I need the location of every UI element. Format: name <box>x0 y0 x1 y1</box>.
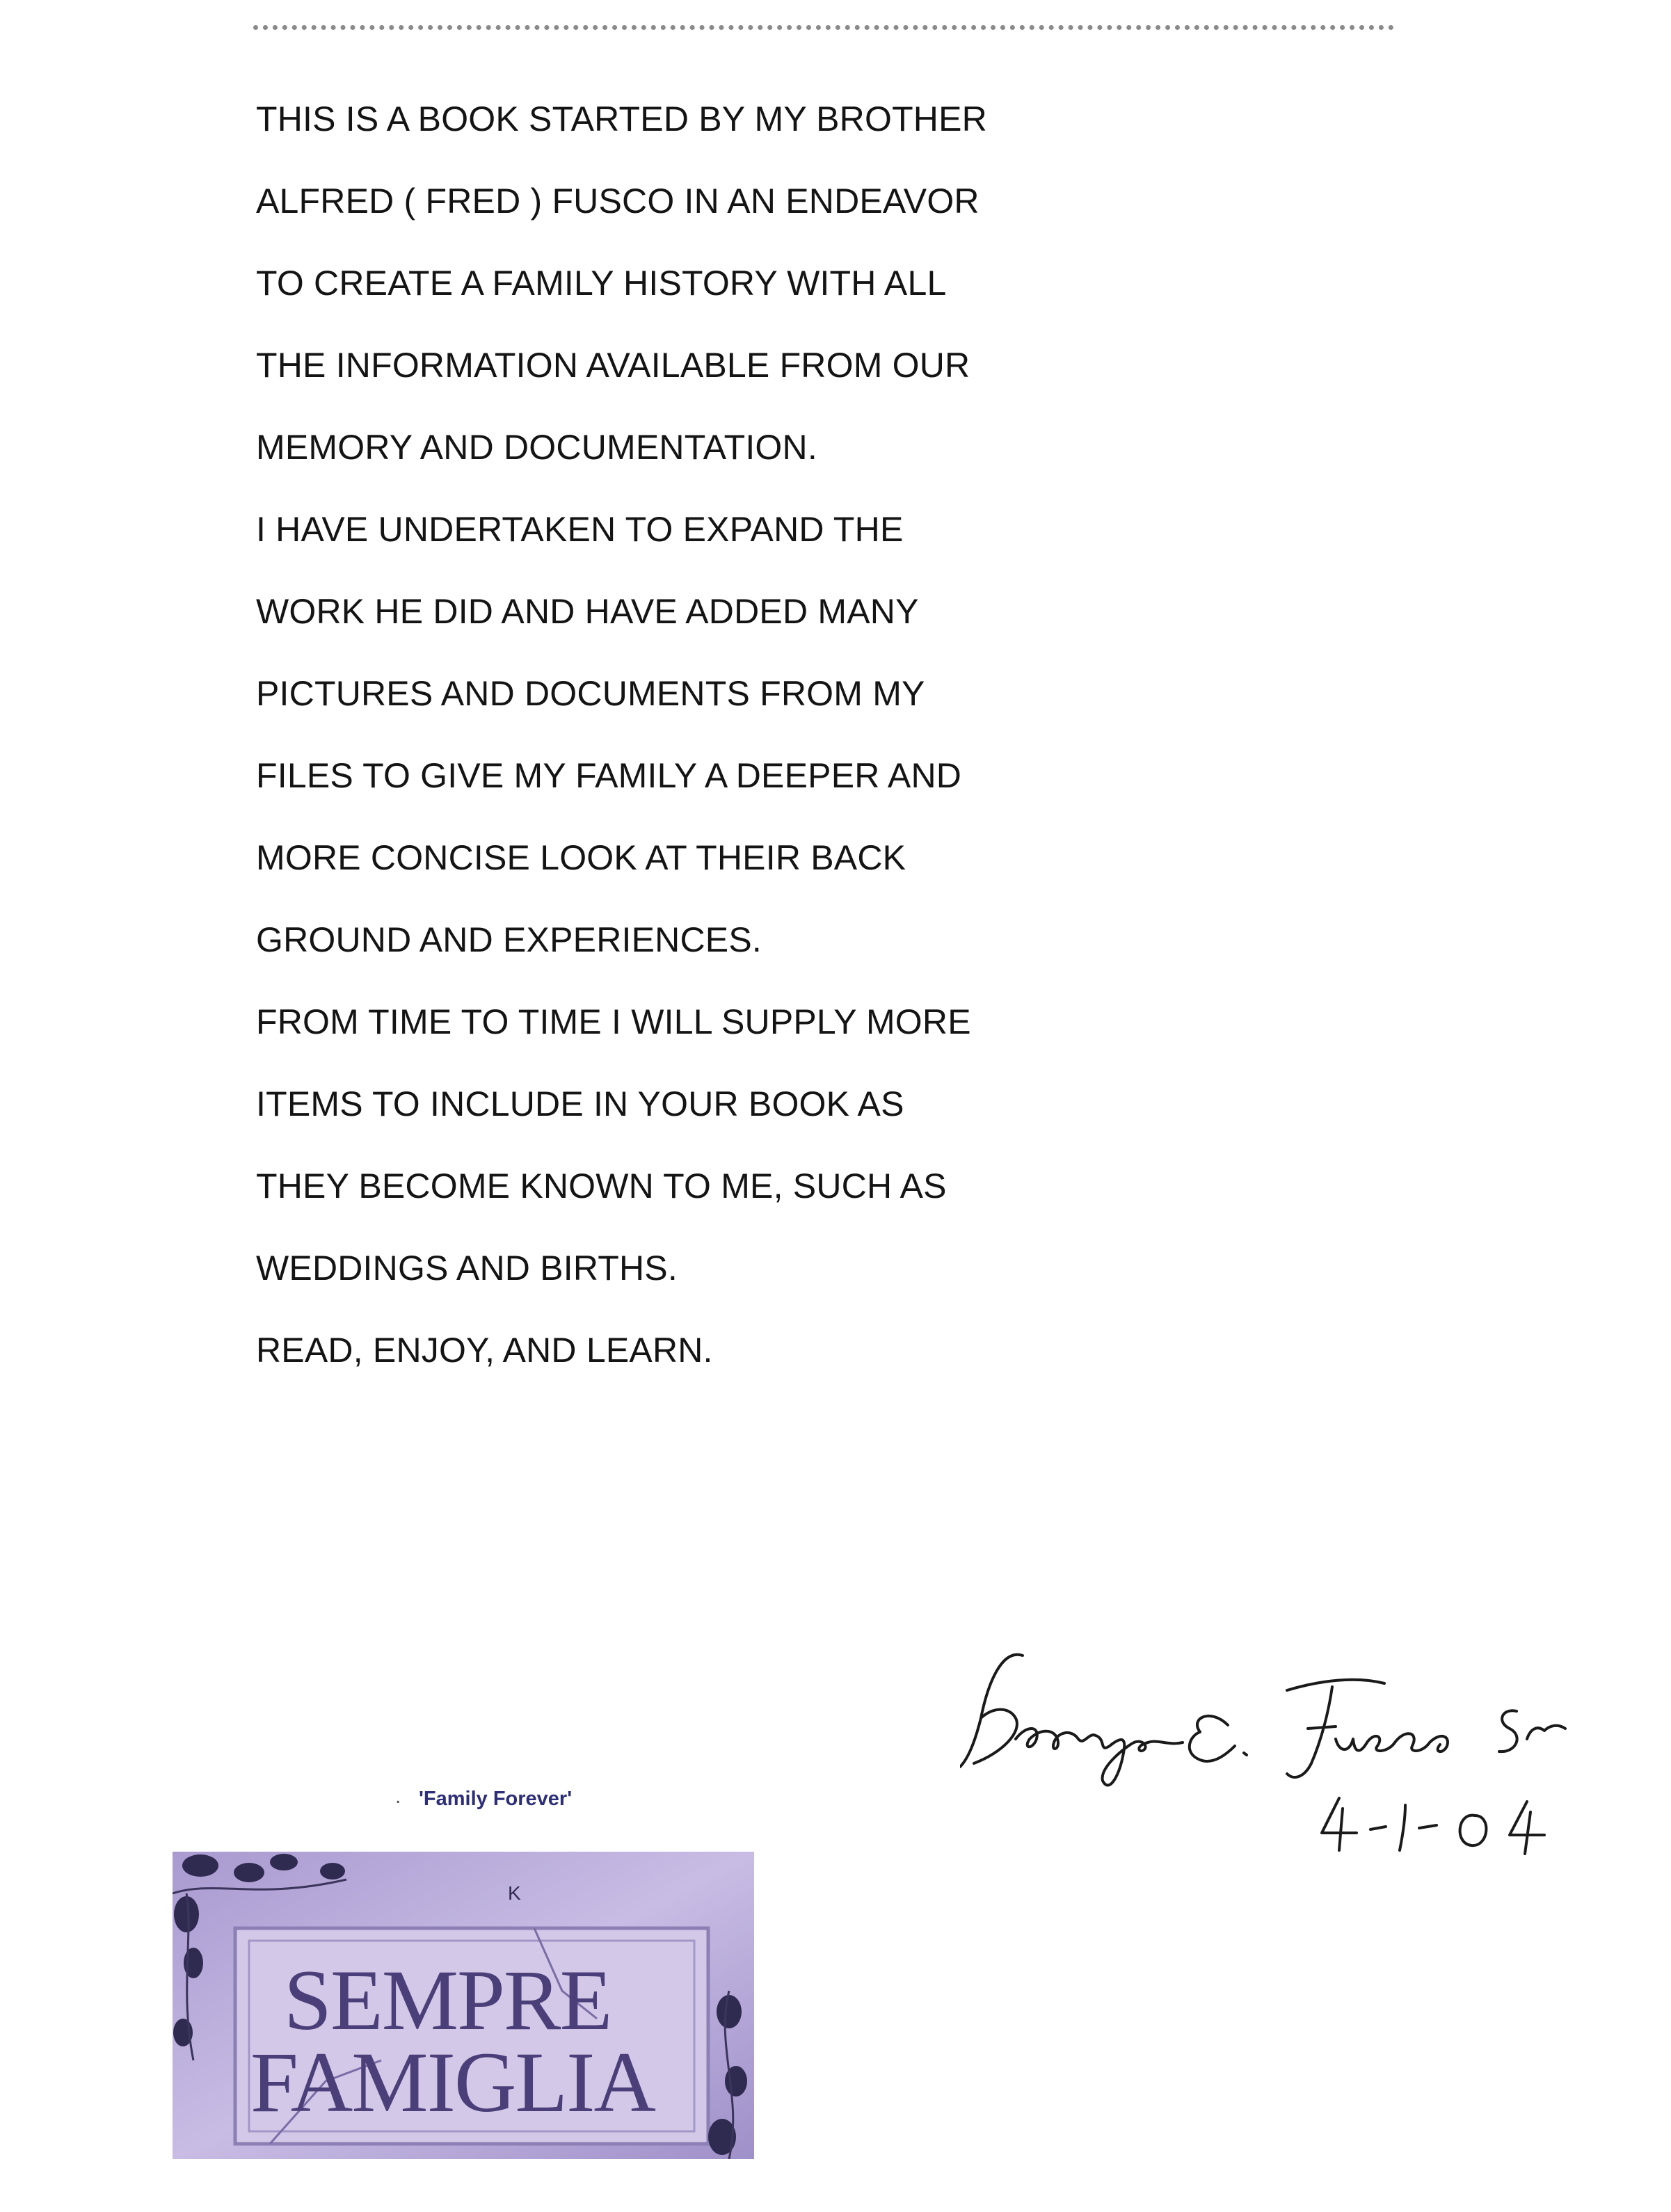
letter-line: READ, ENJOY, AND LEARN. <box>256 1331 713 1370</box>
letter-line: THE INFORMATION AVAILABLE FROM OUR <box>256 346 970 385</box>
signature-drawing <box>960 1642 1621 1864</box>
letter-line: THIS IS A BOOK STARTED BY MY BROTHER <box>256 99 987 138</box>
letter-line: MEMORY AND DOCUMENTATION. <box>256 428 817 467</box>
emblem-mark: K <box>508 1882 521 1904</box>
caption-dot: . <box>395 1785 401 1808</box>
letter-line: PICTURES AND DOCUMENTS FROM MY <box>256 674 925 713</box>
emblem-line2: FAMIGLIA <box>250 2035 655 2130</box>
emblem-line1: SEMPRE <box>284 1953 611 2048</box>
letter-line: MORE CONCISE LOOK AT THEIR BACK <box>256 838 906 877</box>
letter-line: THEY BECOME KNOWN TO ME, SUCH AS <box>256 1167 947 1205</box>
letter-line: WEDDINGS AND BIRTHS. <box>256 1249 678 1288</box>
letter-line: FILES TO GIVE MY FAMILY A DEEPER AND <box>256 756 962 795</box>
letter-line: TO CREATE A FAMILY HISTORY WITH ALL <box>256 264 947 303</box>
letter-line: ALFRED ( FRED ) FUSCO IN AN ENDEAVOR <box>256 182 980 221</box>
dotted-divider <box>253 25 1394 30</box>
letter-line: I HAVE UNDERTAKEN TO EXPAND THE <box>256 510 904 549</box>
sempre-famiglia-emblem <box>173 1852 754 2159</box>
emblem-caption: 'Family Forever' <box>419 1788 573 1810</box>
letter-line: WORK HE DID AND HAVE ADDED MANY <box>256 592 919 631</box>
letter-line: FROM TIME TO TIME I WILL SUPPLY MORE <box>256 1002 971 1041</box>
handwritten-signature <box>960 1642 1621 1864</box>
letter-body <box>256 78 1300 1391</box>
letter-line: ITEMS TO INCLUDE IN YOUR BOOK AS <box>256 1084 904 1123</box>
letter-line: GROUND AND EXPERIENCES. <box>256 920 762 959</box>
